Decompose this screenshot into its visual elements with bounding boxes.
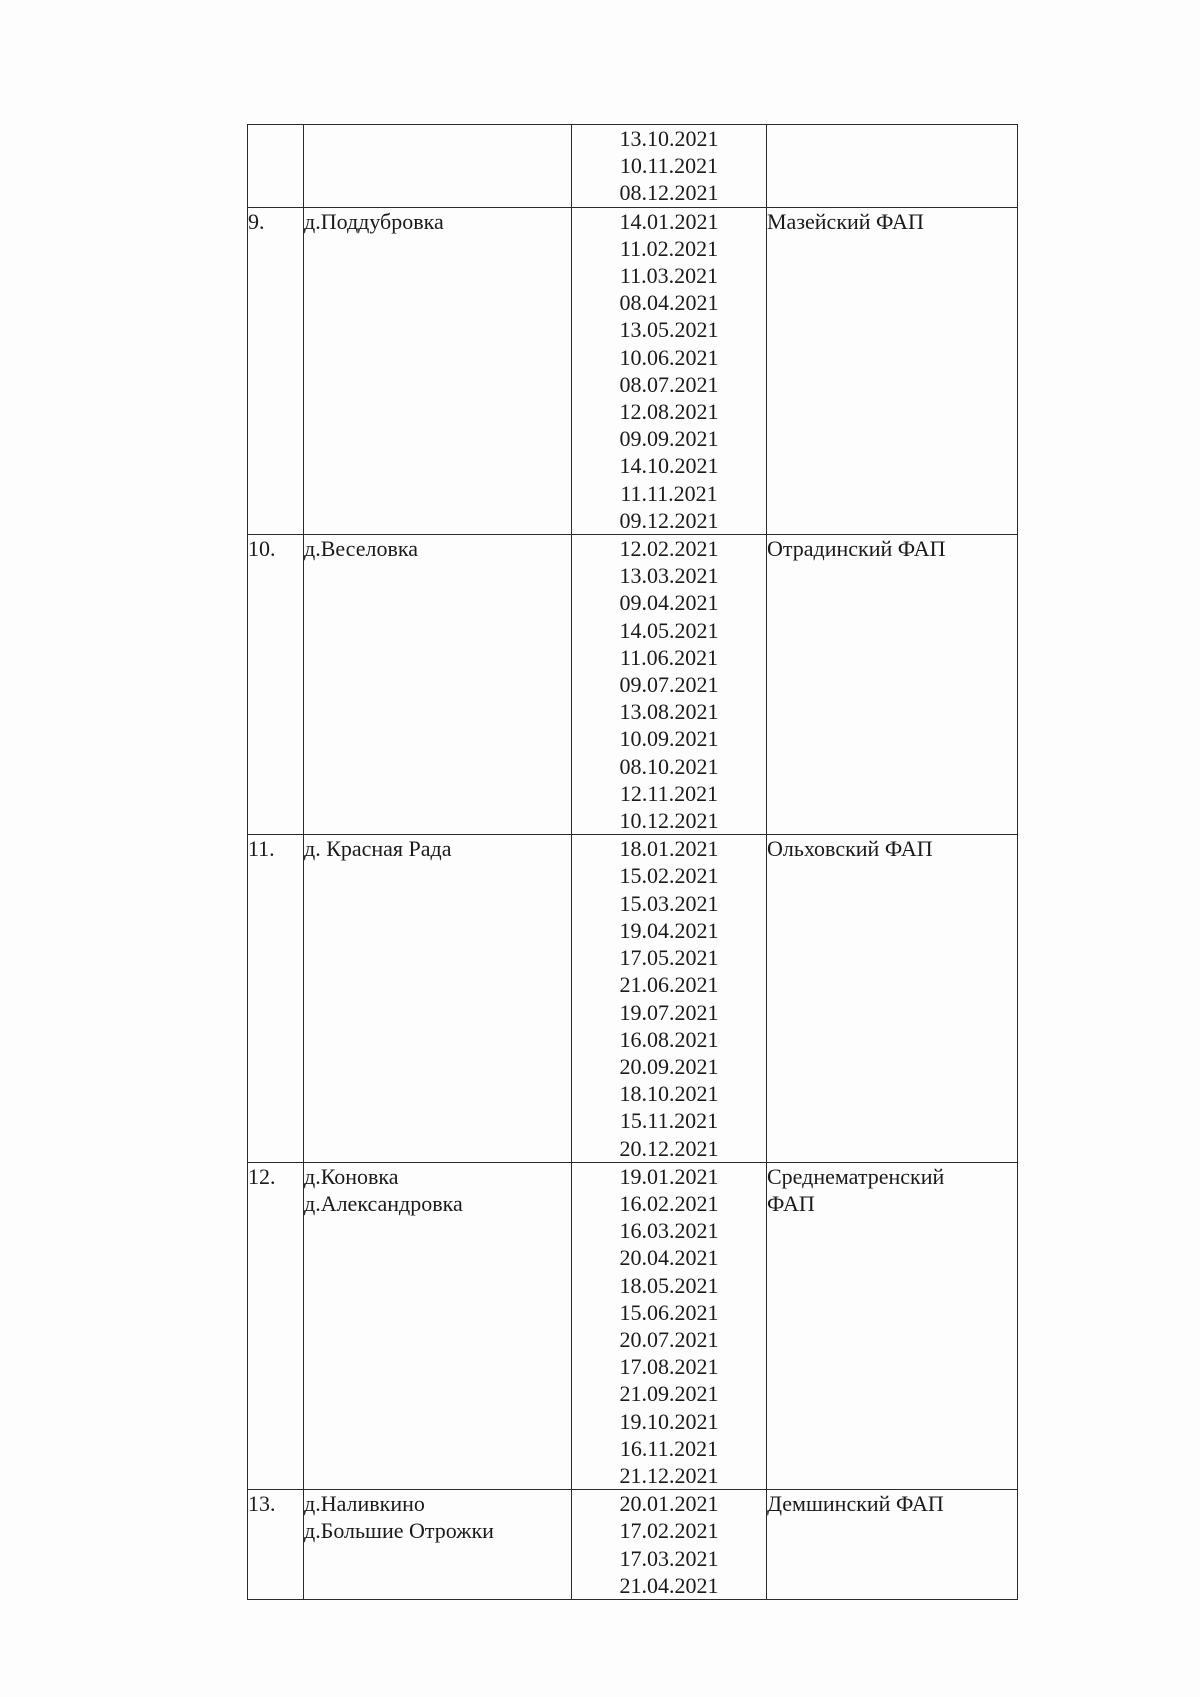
settlement-cell: [304, 207, 572, 534]
dates-cell: [572, 207, 767, 534]
visit-date: 16.11.2021: [619, 1435, 719, 1461]
visit-date: 17.02.2021: [619, 1518, 719, 1544]
visit-date: 15.06.2021: [619, 1299, 719, 1325]
visit-date: 15.03.2021: [619, 890, 719, 916]
dates-cell: [572, 1162, 767, 1489]
fap-cell: [767, 1162, 1018, 1489]
visit-date: 14.01.2021: [619, 208, 719, 234]
visit-date: 20.07.2021: [619, 1326, 719, 1352]
visit-date: 13.08.2021: [619, 699, 719, 725]
settlement-name: д.Веселовка: [304, 536, 418, 562]
visit-date: 14.05.2021: [619, 617, 719, 643]
visit-date: 16.03.2021: [619, 1218, 719, 1244]
visit-date: 09.09.2021: [619, 426, 719, 452]
fap-cell: [767, 535, 1018, 835]
schedule-table-body: [248, 125, 1018, 1600]
visit-date: 17.03.2021: [619, 1545, 719, 1571]
row-number-cell: [248, 125, 304, 208]
fap-name: Среднематренский: [767, 1163, 945, 1189]
dates-cell: [572, 1490, 767, 1600]
table-row: [248, 1490, 1018, 1600]
visit-date: 18.01.2021: [619, 836, 719, 862]
row-number-cell: [248, 835, 304, 1162]
visit-date: 10.11.2021: [619, 153, 719, 179]
dates-cell: [572, 535, 767, 835]
table-row: [248, 835, 1018, 1162]
visit-date: 10.12.2021: [619, 808, 719, 834]
settlement-name: д.Коновка: [304, 1163, 399, 1189]
visit-date: 13.03.2021: [619, 563, 719, 589]
fap-name: Ольховский ФАП: [767, 836, 933, 862]
visit-date: 17.08.2021: [619, 1354, 719, 1380]
visit-date: 20.09.2021: [619, 1053, 719, 1079]
visit-date: 10.09.2021: [619, 726, 719, 752]
visit-date: 09.07.2021: [619, 672, 719, 698]
visit-date: 11.02.2021: [619, 235, 719, 261]
visit-date: 08.04.2021: [619, 290, 719, 316]
settlement-cell: [304, 835, 572, 1162]
visit-date: 19.01.2021: [619, 1163, 719, 1189]
visit-date: 20.01.2021: [619, 1491, 719, 1517]
visit-date: 09.04.2021: [619, 590, 719, 616]
visit-date: 08.10.2021: [619, 753, 719, 779]
visit-date: 19.04.2021: [619, 917, 719, 943]
fap-cell: [767, 125, 1018, 208]
table-row: [248, 1162, 1018, 1489]
visit-date: 21.04.2021: [619, 1572, 719, 1598]
settlement-name: д.Поддубровка: [304, 208, 444, 234]
visit-date: 08.12.2021: [619, 180, 719, 206]
visit-date: 17.05.2021: [619, 945, 719, 971]
fap-name: Отрадинский ФАП: [767, 536, 946, 562]
fap-cell: [767, 207, 1018, 534]
settlement-cell: [304, 1490, 572, 1600]
settlement-cell: [304, 1162, 572, 1489]
row-number-cell: [248, 535, 304, 835]
visit-date: 19.07.2021: [619, 999, 719, 1025]
schedule-table: [247, 124, 1018, 1600]
row-number: 9.: [248, 208, 265, 234]
fap-cell: [767, 835, 1018, 1162]
settlement-name: д.Александровка: [304, 1190, 463, 1216]
visit-date: 08.07.2021: [619, 371, 719, 397]
visit-date: 11.06.2021: [619, 644, 719, 670]
visit-date: 19.10.2021: [619, 1408, 719, 1434]
visit-date: 09.12.2021: [619, 507, 719, 533]
fap-name: Мазейский ФАП: [767, 208, 924, 234]
visit-date: 12.11.2021: [619, 780, 719, 806]
visit-date: 14.10.2021: [619, 453, 719, 479]
dates-cell: [572, 835, 767, 1162]
visit-date: 18.05.2021: [619, 1272, 719, 1298]
fap-name: Демшинский ФАП: [767, 1491, 944, 1517]
table-row: [248, 535, 1018, 835]
row-number: 12.: [248, 1163, 276, 1189]
visit-date: 11.11.2021: [620, 480, 718, 506]
settlement-cell: [304, 535, 572, 835]
row-number: 13.: [248, 1491, 276, 1517]
visit-date: 18.10.2021: [619, 1081, 719, 1107]
row-number: 11.: [248, 836, 275, 862]
row-number-cell: [248, 1490, 304, 1600]
visit-date: 20.04.2021: [619, 1245, 719, 1271]
fap-name: ФАП: [767, 1190, 815, 1216]
row-number: 10.: [248, 536, 276, 562]
visit-date: 13.10.2021: [619, 126, 719, 151]
visit-date: 16.02.2021: [619, 1190, 719, 1216]
visit-date: 12.02.2021: [619, 536, 719, 562]
row-number-cell: [248, 1162, 304, 1489]
fap-cell: [767, 1490, 1018, 1600]
settlement-name: д. Красная Рада: [304, 836, 452, 862]
table-row: [248, 207, 1018, 534]
visit-date: 15.11.2021: [619, 1108, 719, 1134]
visit-date: 21.06.2021: [619, 972, 719, 998]
visit-date: 10.06.2021: [619, 344, 719, 370]
dates-cell: [572, 125, 767, 208]
visit-date: 16.08.2021: [619, 1026, 719, 1052]
visit-date: 15.02.2021: [619, 863, 719, 889]
visit-date: 12.08.2021: [619, 399, 719, 425]
row-number-cell: [248, 207, 304, 534]
settlement-name: д.Большие Отрожки: [304, 1518, 494, 1544]
settlement-cell: [304, 125, 572, 208]
visit-date: 20.12.2021: [619, 1135, 719, 1161]
table-row: [248, 125, 1018, 208]
settlement-name: д.Наливкино: [304, 1491, 425, 1517]
visit-date: 11.03.2021: [619, 263, 719, 289]
visit-date: 21.12.2021: [619, 1462, 719, 1488]
visit-date: 13.05.2021: [619, 317, 719, 343]
visit-date: 21.09.2021: [619, 1381, 719, 1407]
